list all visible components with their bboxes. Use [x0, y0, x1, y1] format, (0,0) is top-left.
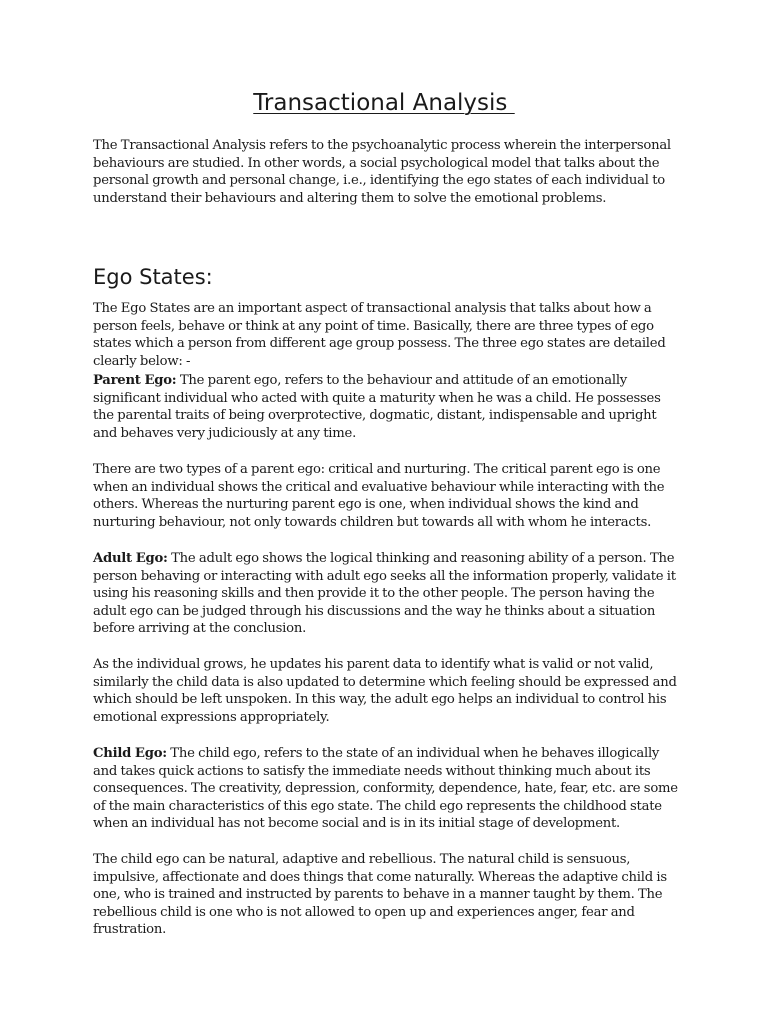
document-title-text: Transactional Analysis: [253, 90, 515, 116]
parent-ego-paragraph: [93, 372, 683, 442]
intro-paragraph: The Transactional Analysis refers to the psychoanalytic process wherein the interpersonal behaviours are studied. In other words, a social psychological model that talks about the personal growth and personal change, i.e., identifying the ego states of each individual to understand their behaviours and altering them to solve the emotional problems.: [93, 138, 671, 206]
parent-ego-label: Parent Ego:: [93, 373, 177, 388]
document-title: [0, 88, 768, 118]
parent-ego-text: The parent ego, refers to the behaviour and attitude of an emotionally significant individual who acted with quite a maturity when he was a child. He possesses the parental traits of being overprotective, dogmatic, distant, indispensable and upright and behaves very judiciously at any time.: [93, 373, 661, 441]
section-heading-ego-states: Ego States:: [93, 265, 213, 289]
child-ego-text: The child ego, refers to the state of an individual when he behaves illogically and takes quick actions to satisfy the immediate needs without thinking much about its consequences. The creativity, depression, conformity, dependence, hate, fear, etc. are some of the main characteristics of this ego state. The child ego represents the childhood state when an individual has not become social and is in its initial stage of development.: [93, 746, 678, 832]
child-ego-label: Child Ego:: [93, 746, 167, 761]
child-ego-paragraph: [93, 745, 683, 833]
adult-ego-label: Adult Ego:: [93, 551, 168, 566]
adult-ego-text: The adult ego shows the logical thinking and reasoning ability of a person. The person behaving or interacting with adult ego seeks all the information properly, validate it using his reasoning skills and then provide it to the other people. The person having the adult ego can be judged through his discussions and the way he thinks about a situation before arriving at the conclusion.: [93, 551, 676, 637]
parent-types-paragraph: There are two types of a parent ego: critical and nurturing. The critical parent ego is one when an individual shows the critical and evaluative behaviour while interacting with the others. Whereas the nurturing parent ego is one, when individual shows the kind and nurturing behaviour, not only towards children but towards all with whom he interacts.: [93, 462, 665, 530]
ego-states-intro-paragraph: The Ego States are an important aspect of transactional analysis that talks about how a person feels, behave or think at any point of time. Basically, there are three types of ego states which a person from different age group possess. The three ego states are detailed clearly below: -: [93, 301, 666, 369]
adult-growth-paragraph: As the individual grows, he updates his parent data to identify what is valid or not valid, similarly the child data is also updated to determine which feeling should be expressed and which should be left unspoken. In this way, the adult ego helps an individual to control his emotional expressions appropriately.: [93, 657, 677, 725]
child-types-paragraph: The child ego can be natural, adaptive and rebellious. The natural child is sensuous, impulsive, affectionate and does things that come naturally. Whereas the adaptive child is one, who is trained and instructed by parents to behave in a manner taught by them. The rebellious child is one who is not allowed to open up and experiences anger, fear and frustration.: [93, 852, 667, 938]
adult-ego-paragraph: [93, 550, 683, 638]
